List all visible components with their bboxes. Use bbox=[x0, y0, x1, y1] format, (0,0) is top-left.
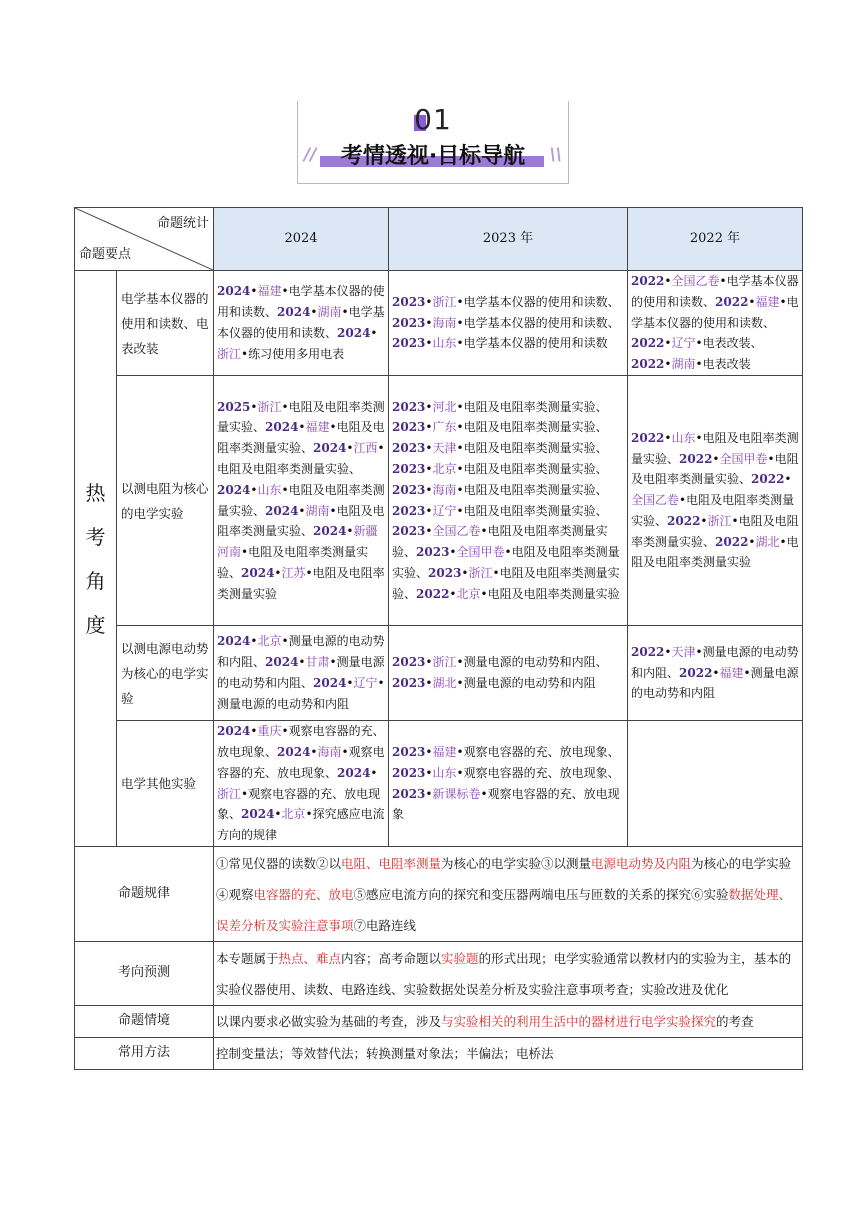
exam-region: 福建 bbox=[432, 744, 457, 759]
exam-year: 2024 bbox=[265, 420, 299, 435]
exam-year: 2024 bbox=[313, 441, 347, 456]
text-segment: • bbox=[425, 655, 433, 670]
exam-region: 辽宁 bbox=[432, 503, 457, 518]
exam-region: 山东 bbox=[671, 430, 696, 445]
exam-year: 2024 bbox=[277, 305, 311, 320]
banner-left-mark: // bbox=[304, 145, 317, 165]
exam-year: 2023 bbox=[392, 765, 426, 780]
exam-region: 山东 bbox=[257, 482, 282, 497]
text-segment: •观察电容器的充、放电现象、 bbox=[456, 744, 620, 759]
text-segment: •测量电源的电动势和内阻、 bbox=[217, 655, 385, 690]
text-segment: • bbox=[748, 534, 756, 549]
text-segment: •电阻及电阻率类测量实验、 bbox=[392, 524, 608, 560]
highlight-text: 电容器的充、放电 bbox=[253, 886, 354, 902]
text-segment: • bbox=[425, 524, 433, 539]
text-segment: • bbox=[712, 451, 720, 466]
summary-row bbox=[75, 942, 803, 1006]
text-segment: • bbox=[449, 586, 457, 601]
text-segment: • bbox=[748, 294, 756, 309]
exam-year: 2023 bbox=[392, 503, 426, 518]
summary-text bbox=[214, 1038, 803, 1070]
exam-region: 海南 bbox=[432, 315, 457, 330]
text-segment: •电阻及电阻率类测量实验、 bbox=[456, 441, 608, 456]
text-segment: •电学基本仪器的使用和读数、 bbox=[456, 294, 620, 309]
text-segment: • bbox=[700, 513, 708, 528]
exam-region: 浙江 bbox=[217, 346, 242, 361]
exam-year: 2022 bbox=[416, 586, 450, 601]
exam-year: 2022 bbox=[751, 472, 785, 487]
text-segment: • bbox=[310, 744, 318, 759]
exam-region: 浙江 bbox=[432, 655, 457, 670]
exam-region: 甘肃 bbox=[305, 655, 330, 670]
exam-year: 2022 bbox=[667, 513, 701, 528]
text-segment: •电阻及电阻率类测量实验、 bbox=[631, 513, 799, 549]
summary-row bbox=[75, 847, 803, 942]
exam-region: 浙江 bbox=[707, 513, 732, 528]
exam-region: 海南 bbox=[432, 482, 457, 497]
exam-year: 2023 bbox=[392, 524, 426, 539]
exam-year: 2024 bbox=[337, 326, 371, 340]
highlight-text: 与实验相关的利用生活中的器材进行电学实验探究 bbox=[441, 1014, 717, 1029]
exam-cell bbox=[214, 376, 389, 626]
text-segment: •电学基本仪器的使用和读数、 bbox=[217, 305, 385, 340]
text-segment: • bbox=[425, 503, 433, 518]
exam-region: 辽宁 bbox=[671, 336, 696, 351]
exam-year: 2024 bbox=[265, 503, 299, 518]
text-segment: •探究感应电流方向的规律 bbox=[217, 807, 385, 843]
text-segment: •观察电容器的充、放电现象、 bbox=[217, 744, 385, 780]
exam-year: 2023 bbox=[392, 461, 426, 476]
text-segment: •测量电源的电动势和内阻 bbox=[631, 665, 799, 701]
exam-region: 浙江 bbox=[432, 294, 457, 309]
text-segment: •测量电源的电动势和内阻、 bbox=[631, 644, 799, 680]
section-number: 01 bbox=[414, 103, 452, 136]
text-segment: • bbox=[425, 765, 433, 780]
exam-region: 广东 bbox=[432, 420, 457, 435]
text-segment: •电阻及电阻率类测量实验、 bbox=[217, 420, 385, 456]
text-segment: 控制变量法；等效替代法；转换测量对象法；半偏法；电桥法 bbox=[216, 1046, 554, 1061]
summary-row bbox=[75, 1006, 803, 1038]
exam-year: 2022 bbox=[715, 534, 749, 549]
year-header-2023: 2023 年 bbox=[389, 208, 628, 271]
text-segment: •观察电容器的充、放电现象、 bbox=[217, 724, 385, 759]
text-segment: •电学基本仪器的使用和读数 bbox=[456, 336, 608, 351]
exam-region: 福建 bbox=[719, 665, 744, 680]
text-segment: • bbox=[298, 420, 306, 435]
text-segment: • bbox=[310, 305, 318, 320]
text-segment: 本专题属于 bbox=[216, 950, 279, 966]
exam-cell bbox=[389, 721, 628, 847]
exam-year: 2023 bbox=[392, 294, 426, 309]
exam-region: 江西 bbox=[353, 441, 378, 456]
summary-label: 命题情境 bbox=[75, 1006, 214, 1038]
text-segment: • bbox=[425, 461, 433, 476]
highlight-text: 数据处理、误差分析及实验注意事项 bbox=[216, 886, 792, 933]
summary-text bbox=[214, 1006, 803, 1038]
text-segment: • bbox=[425, 676, 433, 690]
text-segment: •观察电容器的充、放电现象、 bbox=[456, 765, 620, 780]
text-segment: •测量电源的电动势和内阻、 bbox=[217, 634, 385, 670]
exam-year: 2022 bbox=[631, 644, 665, 659]
exam-year: 2023 bbox=[392, 420, 426, 435]
exam-analysis-table bbox=[74, 207, 803, 1070]
exam-region: 浙江 bbox=[257, 399, 282, 414]
exam-cell bbox=[628, 271, 803, 376]
text-segment: •电阻及电阻率类测量实验、 bbox=[456, 461, 608, 476]
exam-year: 2023 bbox=[392, 786, 426, 801]
exam-year: 2023 bbox=[392, 336, 426, 351]
exam-cell bbox=[628, 721, 803, 847]
topic-cell: 以测电阻为核心的电学实验 bbox=[117, 376, 214, 626]
exam-year: 2024 bbox=[217, 634, 251, 649]
exam-region: 福建 bbox=[305, 420, 330, 435]
section-title: 考情透视·目标导航 bbox=[340, 144, 526, 169]
summary-text bbox=[214, 942, 803, 1006]
summary-label: 考向预测 bbox=[75, 942, 214, 1006]
text-segment: • bbox=[370, 326, 378, 340]
highlight-text: 热点、难点 bbox=[278, 950, 342, 966]
side-char: 度 bbox=[85, 612, 106, 637]
text-segment: • bbox=[425, 441, 433, 456]
summary-text bbox=[214, 847, 803, 942]
exam-year: 2024 bbox=[217, 482, 251, 497]
exam-region: 湖北 bbox=[432, 676, 457, 690]
text-segment: ⑤感应电流方向的探究和变压器两端电压与匝数的关系的探究⑥实验 bbox=[353, 886, 729, 902]
exam-region: 全国乙卷 bbox=[432, 524, 481, 539]
text-segment: • bbox=[425, 482, 433, 497]
table-row bbox=[75, 626, 803, 721]
text-segment: • bbox=[784, 472, 792, 487]
text-segment: •电学基本仪器的使用和读数、 bbox=[217, 284, 385, 320]
text-segment: ⑦电路连线 bbox=[353, 917, 417, 933]
exam-region: 湖北 bbox=[755, 534, 780, 549]
text-segment: •电阻及电阻率类测量实验、 bbox=[217, 503, 385, 539]
exam-year: 2024 bbox=[241, 807, 275, 822]
banner-right-mark: \\ bbox=[549, 145, 562, 165]
exam-region: 浙江 bbox=[217, 786, 242, 801]
exam-year: 2022 bbox=[631, 336, 665, 351]
exam-region: 浙江 bbox=[468, 565, 493, 580]
summary-label: 命题规律 bbox=[75, 847, 214, 942]
text-segment: • bbox=[664, 357, 672, 372]
text-segment: • bbox=[250, 284, 258, 299]
exam-region: 北京 bbox=[456, 586, 481, 601]
table-row bbox=[75, 721, 803, 847]
text-segment: • bbox=[461, 565, 469, 580]
text-segment: •测量电源的电动势和内阻 bbox=[456, 676, 596, 690]
exam-year: 2022 bbox=[679, 451, 713, 466]
text-segment: • bbox=[250, 724, 258, 739]
text-segment: •电阻及电阻率类测量实验、 bbox=[392, 565, 620, 601]
text-segment: •电学基本仪器的使用和读数、 bbox=[456, 315, 620, 330]
text-segment: • bbox=[425, 399, 433, 414]
exam-cell bbox=[214, 626, 389, 721]
text-segment: •电阻及电阻率类测量实验、 bbox=[631, 451, 799, 487]
exam-year: 2022 bbox=[679, 665, 713, 680]
text-segment: •测量电源的电动势和内阻、 bbox=[456, 655, 608, 670]
side-char: 热 bbox=[85, 480, 106, 505]
text-segment: • bbox=[425, 786, 433, 801]
text-segment: •电阻及电阻率类测量实验 bbox=[480, 586, 620, 601]
text-segment: •电表改装 bbox=[695, 357, 751, 372]
text-segment: •电阻及电阻率类测量实验、 bbox=[631, 493, 795, 528]
text-segment: •电阻及电阻率类测量实验、 bbox=[456, 482, 608, 497]
text-segment: • bbox=[274, 565, 282, 580]
exam-year: 2024 bbox=[277, 744, 311, 759]
text-segment: •电阻及电阻率类测量实验、 bbox=[456, 420, 608, 435]
exam-region: 全国甲卷 bbox=[456, 545, 505, 560]
text-segment: • bbox=[425, 420, 433, 435]
exam-region: 辽宁 bbox=[353, 676, 378, 690]
exam-region: 北京 bbox=[281, 807, 306, 822]
exam-region: 山东 bbox=[432, 336, 457, 351]
text-segment: • bbox=[346, 676, 354, 690]
text-segment: • bbox=[298, 655, 306, 670]
text-segment: • bbox=[274, 807, 282, 822]
text-segment: •电阻及电阻率类测量实验、 bbox=[217, 482, 385, 518]
exam-cell bbox=[214, 721, 389, 847]
exam-cell bbox=[214, 271, 389, 376]
text-segment: 为核心的电学实验③以测量 bbox=[441, 855, 592, 871]
exam-region: 全国甲卷 bbox=[719, 451, 768, 466]
exam-region: 天津 bbox=[432, 441, 457, 456]
text-segment: •电阻及电阻率类测量实验、 bbox=[217, 441, 385, 476]
text-segment: • bbox=[664, 336, 672, 351]
exam-year: 2024 bbox=[337, 765, 371, 780]
exam-region: 湖南 bbox=[671, 357, 696, 372]
text-segment: •观察电容器的充、放电现象、 bbox=[217, 786, 381, 822]
exam-region: 重庆 bbox=[257, 724, 282, 739]
exam-cell bbox=[389, 271, 628, 376]
text-segment: •电学基本仪器的使用和读数、 bbox=[631, 294, 799, 330]
text-segment: • bbox=[425, 744, 433, 759]
text-segment: •电学基本仪器的使用和读数、 bbox=[631, 274, 799, 309]
exam-cell bbox=[628, 376, 803, 626]
table-row bbox=[75, 271, 803, 376]
exam-region: 湖南 bbox=[305, 503, 330, 518]
text-segment: •电阻及电阻率类测量实验、 bbox=[456, 503, 608, 518]
exam-year: 2023 bbox=[392, 655, 426, 670]
exam-year: 2023 bbox=[392, 399, 426, 414]
exam-region: 福建 bbox=[755, 294, 780, 309]
exam-region: 新疆河南 bbox=[217, 524, 378, 560]
table-row bbox=[75, 376, 803, 626]
corner-label-points: 命题要点 bbox=[79, 247, 132, 263]
year-header-2024: 2024 bbox=[214, 208, 389, 271]
text-segment: • bbox=[250, 399, 258, 414]
exam-region: 全国乙卷 bbox=[631, 493, 680, 508]
highlight-text: 实验题 bbox=[441, 950, 479, 966]
text-segment: 以课内要求必做实验为基础的考查，涉及 bbox=[216, 1014, 442, 1029]
text-segment: • bbox=[664, 274, 672, 288]
summary-label: 常用方法 bbox=[75, 1038, 214, 1070]
side-label bbox=[75, 271, 117, 847]
exam-year: 2023 bbox=[392, 482, 426, 497]
corner-label-stats: 命题统计 bbox=[156, 216, 209, 231]
exam-year: 2022 bbox=[631, 357, 665, 372]
exam-year: 2024 bbox=[241, 565, 275, 580]
text-segment: • bbox=[346, 441, 354, 456]
exam-region: 新课标卷 bbox=[432, 786, 481, 801]
exam-year: 2024 bbox=[313, 524, 347, 539]
text-segment: • bbox=[425, 294, 433, 309]
text-segment: 的形式出现；电学实验通常以教材内的实验为主，基本的实验仪器使用、读数、电路连线、实验数据处误差分析及实验注意事项考查；实验改进及优化 bbox=[216, 950, 792, 997]
side-char: 考 bbox=[85, 524, 106, 549]
text-segment: •电阻及电阻率类测量实验 bbox=[631, 534, 799, 570]
text-segment: •练习使用多用电表 bbox=[241, 346, 345, 361]
exam-cell bbox=[389, 376, 628, 626]
text-segment: • bbox=[664, 644, 672, 659]
exam-year: 2022 bbox=[631, 430, 665, 445]
exam-region: 湖南 bbox=[317, 305, 342, 320]
exam-year: 2025 bbox=[217, 399, 251, 414]
exam-region: 天津 bbox=[671, 644, 696, 659]
exam-region: 全国乙卷 bbox=[671, 274, 720, 288]
exam-year: 2023 bbox=[392, 744, 426, 759]
text-segment: ①常见仪器的读数②以 bbox=[216, 855, 342, 871]
exam-year: 2023 bbox=[392, 315, 426, 330]
text-segment: • bbox=[346, 524, 354, 539]
year-header-2022: 2022 年 bbox=[628, 208, 803, 271]
exam-region: 北京 bbox=[432, 461, 457, 476]
text-segment: • bbox=[298, 503, 306, 518]
corner-cell bbox=[75, 208, 214, 271]
text-segment: •电阻及电阻率类测量实验、 bbox=[392, 545, 620, 580]
text-segment: •电阻及电阻率类测量实验、 bbox=[456, 399, 608, 414]
text-segment: • bbox=[449, 545, 457, 560]
text-segment: • bbox=[250, 482, 258, 497]
exam-year: 2024 bbox=[217, 724, 251, 739]
exam-region: 海南 bbox=[317, 744, 342, 759]
exam-year: 2022 bbox=[631, 274, 665, 288]
text-segment: •测量电源的电动势和内阻 bbox=[217, 676, 385, 711]
exam-year: 2022 bbox=[715, 294, 749, 309]
exam-year: 2024 bbox=[265, 655, 299, 670]
text-segment: •电阻及电阻率类测量实验、 bbox=[217, 545, 369, 580]
text-segment: • bbox=[664, 430, 672, 445]
exam-year: 2024 bbox=[217, 284, 251, 299]
text-segment: •观察电容器的充、放电现象 bbox=[392, 786, 620, 822]
text-segment: • bbox=[370, 765, 378, 780]
exam-region: 福建 bbox=[257, 284, 282, 299]
header-row bbox=[75, 208, 803, 271]
exam-year: 2023 bbox=[428, 565, 462, 580]
text-segment: 内容；高考命题以 bbox=[341, 950, 442, 966]
text-segment: •电阻及电阻率类测量实验、 bbox=[217, 399, 385, 435]
section-banner bbox=[297, 101, 569, 184]
exam-year: 2023 bbox=[416, 545, 450, 560]
text-segment: • bbox=[712, 665, 720, 680]
text-segment: 的考查 bbox=[716, 1014, 754, 1029]
exam-region: 北京 bbox=[257, 634, 282, 649]
side-char: 角 bbox=[85, 568, 106, 593]
highlight-text: 电阻、电阻率测量 bbox=[341, 855, 442, 871]
text-segment: 为核心的电学实验④观察 bbox=[216, 855, 792, 902]
topic-cell: 电学基本仪器的使用和读数、电表改装 bbox=[117, 271, 214, 376]
text-segment: • bbox=[250, 634, 258, 649]
topic-cell: 电学其他实验 bbox=[117, 721, 214, 847]
topic-cell: 以测电源电动势为核心的电学实验 bbox=[117, 626, 214, 721]
exam-cell bbox=[628, 626, 803, 721]
text-segment: •电表改装、 bbox=[695, 336, 763, 351]
text-segment: • bbox=[425, 315, 433, 330]
exam-year: 2023 bbox=[392, 676, 426, 690]
text-segment: •电阻及电阻率类测量实验、 bbox=[631, 430, 799, 466]
exam-year: 2024 bbox=[313, 676, 347, 690]
exam-region: 山东 bbox=[432, 765, 457, 780]
exam-cell bbox=[389, 626, 628, 721]
text-segment: • bbox=[425, 336, 433, 351]
exam-region: 河北 bbox=[432, 399, 457, 414]
text-segment: •电阻及电阻率类测量实验 bbox=[217, 565, 385, 601]
highlight-text: 电源电动势及内阻 bbox=[591, 855, 692, 871]
summary-row bbox=[75, 1038, 803, 1070]
exam-region: 江苏 bbox=[281, 565, 306, 580]
exam-year: 2023 bbox=[392, 441, 426, 456]
